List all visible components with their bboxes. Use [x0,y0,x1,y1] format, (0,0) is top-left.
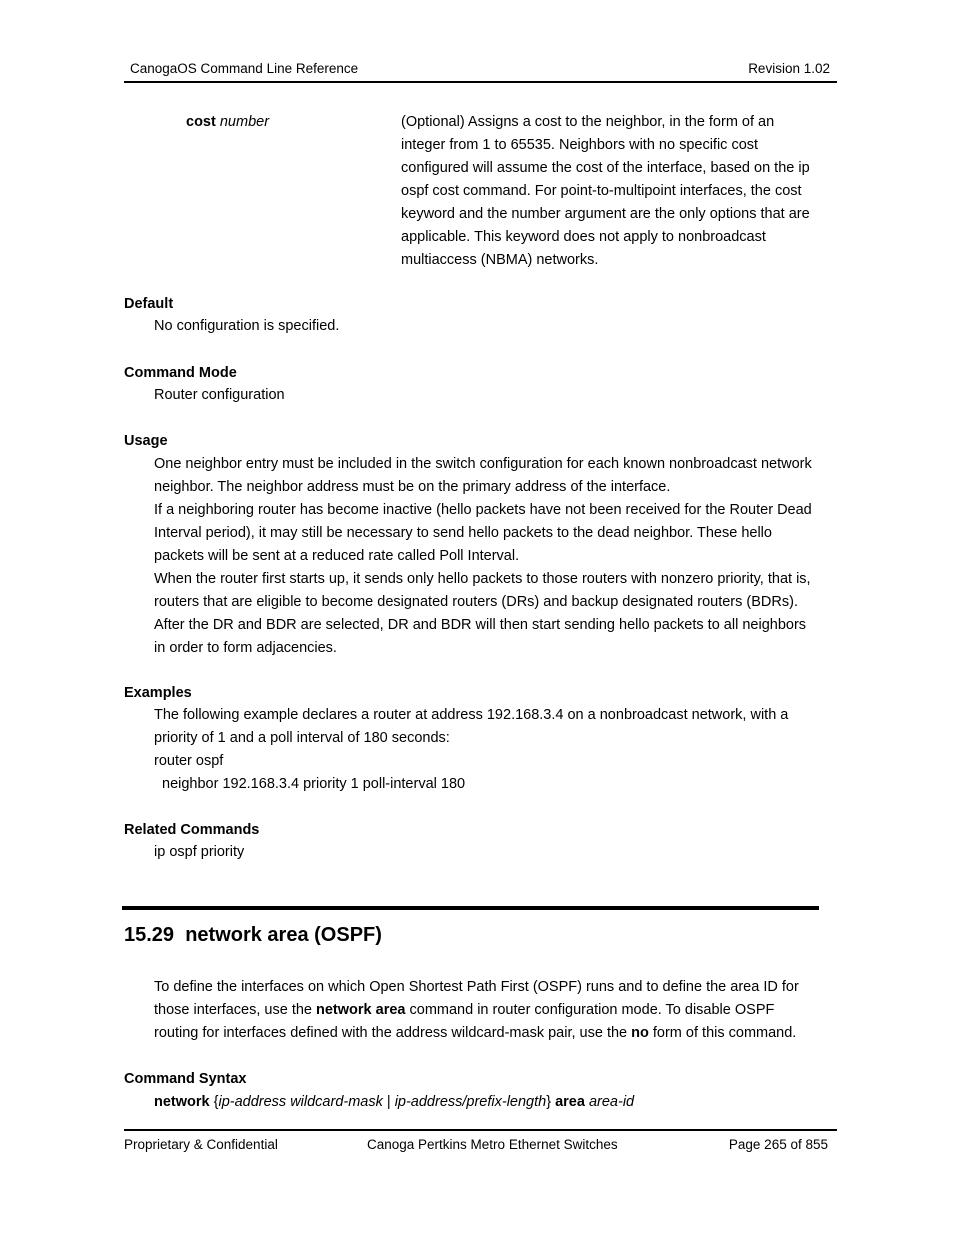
section-name: network area (OSPF) [185,924,382,946]
examples-code-line: router ospf [154,753,224,769]
usage-line: neighbor. The neighbor address must be on the primary address of the interface. [154,479,671,495]
param-arg: number [219,114,270,130]
syntax-punct: { [209,1094,219,1110]
section-intro [154,976,834,1045]
default-text: No configuration is specified. [154,318,340,334]
examples-heading: Examples [124,685,192,701]
intro-line [154,1022,834,1045]
param-description [401,111,831,272]
param-desc-line: (Optional) Assigns a cost to the neighbor, in the form of an [401,114,775,130]
syntax-punct: } [546,1094,556,1110]
command-mode-text: Router configuration [154,387,285,403]
intro-line: To define the interfaces on which Open Shortest Path First (OSPF) runs and to define the area ID for [154,979,799,995]
param-desc-line: multiaccess (NBMA) networks. [401,252,599,268]
param-desc-line: integer from 1 to 65535. Neighbors with no specific cost [401,137,759,153]
syntax-punct: | [382,1094,395,1110]
examples-line: priority of 1 and a poll interval of 180 seconds: [154,730,450,746]
syntax-arg: ip-address/prefix-length [394,1094,547,1110]
usage-line: routers that are eligible to become designated routers (DRs) and backup designated routers (BDRs). [154,594,798,610]
usage-line: When the router first starts up, it sends only hello packets to those routers with nonzero priority, that is, [154,571,811,587]
examples-code-line-indented: neighbor 192.168.3.4 priority 1 poll-interval 180 [162,776,466,792]
footer-center: Canoga Pertkins Metro Ethernet Switches [367,1137,618,1152]
header-revision: Revision 1.02 [748,61,830,76]
intro-text: command in router configuration mode. To disable OSPF [405,1002,775,1018]
param-keyword: cost [186,114,216,130]
usage-line: Interval period), it may still be necessary to send hello packets to the dead neighbor. These hello [154,525,772,541]
default-heading: Default [124,296,174,312]
usage-body [154,453,834,660]
header-title: CanogaOS Command Line Reference [130,61,359,76]
usage-line: packets will be sent at a reduced rate called Poll Interval. [154,548,520,564]
usage-line: One neighbor entry must be included in the switch configuration for each known nonbroadcast network [154,456,812,472]
usage-line: After the DR and BDR are selected, DR and BDR will then start sending hello packets to all neighbors [154,617,807,633]
footer-rule [124,1129,837,1131]
related-heading: Related Commands [124,822,260,838]
param-desc-line: applicable. This keyword does not apply to nonbroadcast [401,229,766,245]
section-rule [122,906,819,910]
intro-text: form of this command. [648,1025,797,1041]
footer-left: Proprietary & Confidential [124,1137,278,1152]
section-number: 15.29 [124,924,175,946]
intro-text: those interfaces, use the [154,1002,317,1018]
syntax-keyword: network [154,1094,210,1110]
syntax-arg: ip-address wildcard-mask [218,1094,383,1110]
syntax-line [154,1091,634,1114]
syntax-keyword: area [555,1094,585,1110]
intro-keyword: network area [316,1002,406,1018]
section-title [124,924,382,947]
footer-page-number: Page 265 of 855 [728,1137,828,1152]
syntax-heading: Command Syntax [124,1071,247,1087]
intro-text: routing for interfaces defined with the address wildcard-mask pair, use the [154,1025,632,1041]
intro-line [154,999,834,1022]
header-rule [124,81,837,83]
command-mode-heading: Command Mode [124,365,237,381]
param-name [186,111,269,134]
param-desc-line: ospf cost command. For point-to-multipoint interfaces, the cost [401,183,802,199]
usage-line: in order to form adjacencies. [154,640,337,656]
examples-line: The following example declares a router at address 192.168.3.4 on a nonbroadcast network, with a [154,707,789,723]
syntax-arg: area-id [588,1094,635,1110]
related-text: ip ospf priority [154,844,245,860]
intro-keyword: no [631,1025,649,1041]
examples-body [154,704,834,796]
param-desc-line: configured will assume the cost of the interface, based on the ip [401,160,810,176]
usage-line: If a neighboring router has become inactive (hello packets have not been received for the Router Dead [154,502,812,518]
usage-heading: Usage [124,433,168,449]
param-desc-line: keyword and the number argument are the only options that are [401,206,810,222]
